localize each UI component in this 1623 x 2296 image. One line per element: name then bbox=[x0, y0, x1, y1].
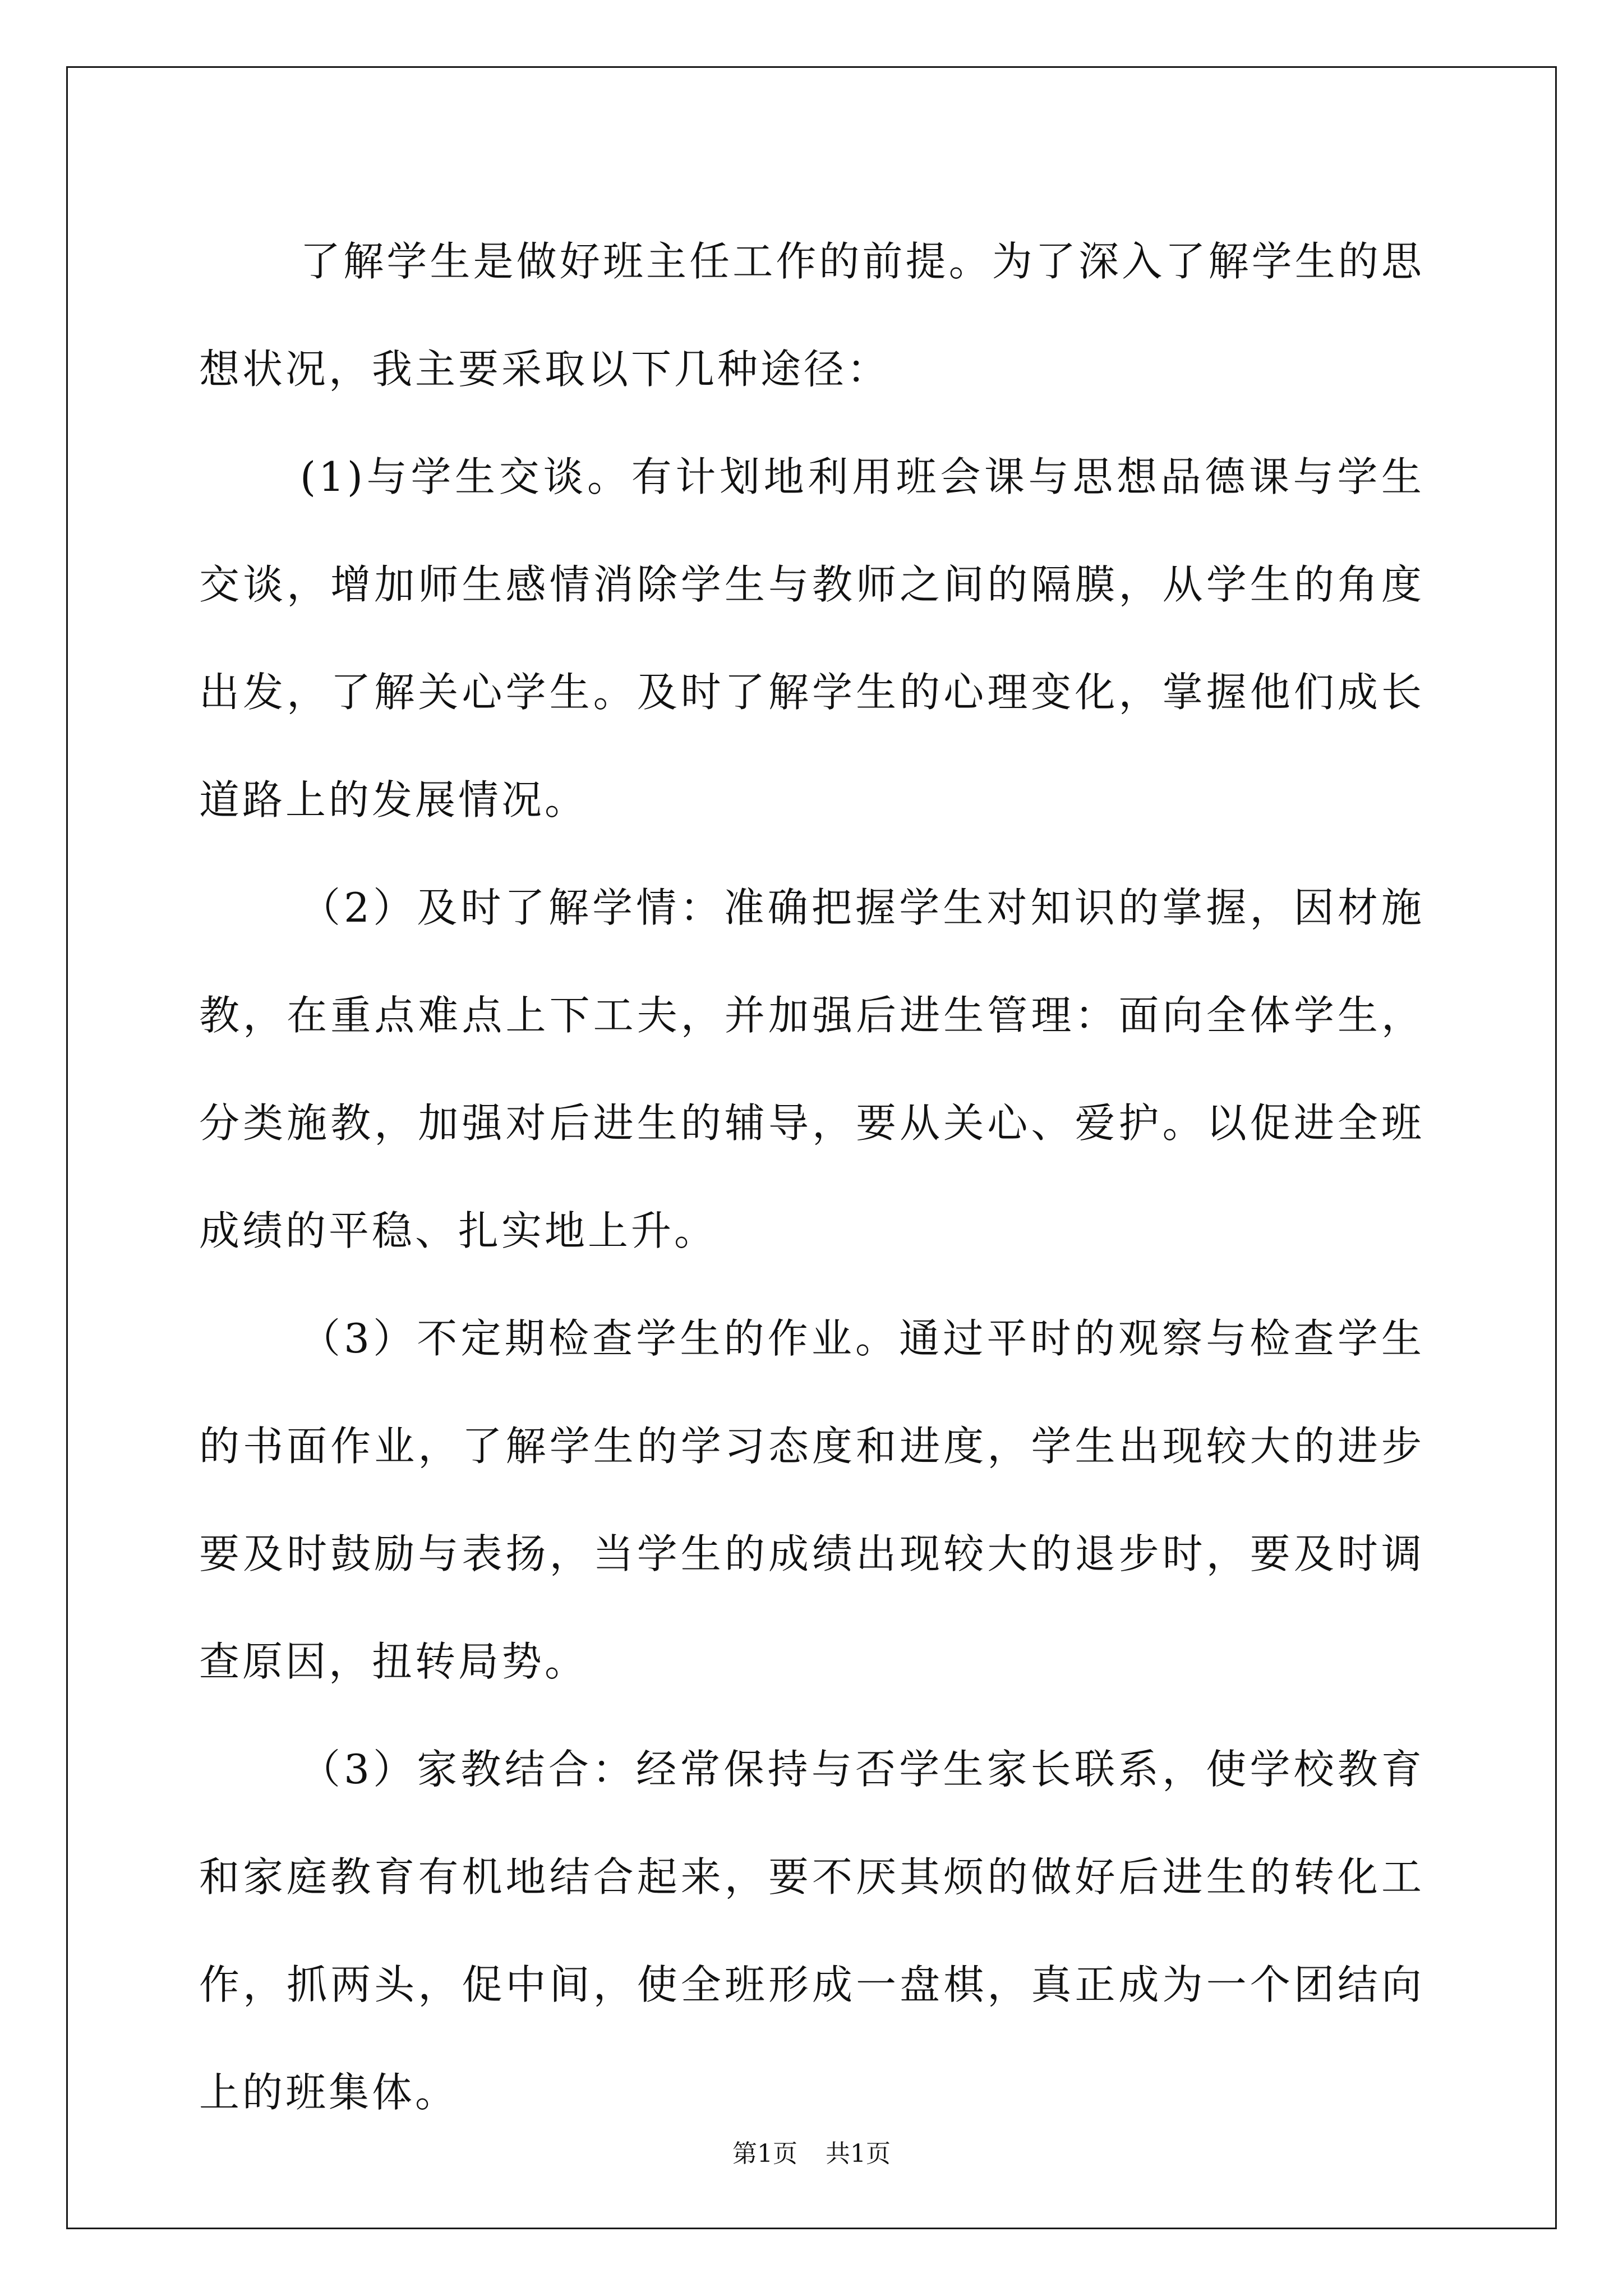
paragraph-item-4: （3）家教结合：经常保持与否学生家长联系，使学校教育和家庭教育有机地结合起来，要不厌其烦的做好后进生的转化工作，抓两头，促中间，使全班形成一盘棋，真正成为一个团结向上的班集体。 bbox=[199, 1746, 1424, 2116]
paragraph-item-3: （3）不定期检查学生的作业。通过平时的观察与检查学生的书面作业，了解学生的学习态度和进度，学生出现较大的进步要及时鼓励与表扬，当学生的成绩出现较大的退步时，要及时调查原因，扭转局势。 bbox=[199, 1315, 1424, 1685]
paragraph-item-1: (1)与学生交谈。有计划地利用班会课与思想品德课与学生交谈，增加师生感情消除学生与教师之间的隔膜，从学生的角度出发，了解关心学生。及时了解学生的心理变化，掌握他们成长道路上的发展情况。 bbox=[199, 453, 1424, 823]
document-body bbox=[199, 208, 1424, 2146]
page-total: 共1页 bbox=[826, 2139, 891, 2168]
paragraph-item-2: （2）及时了解学情：准确把握学生对知识的掌握，因材施教，在重点难点上下工夫，并加强后进生管理：面向全体学生，分类施教，加强对后进生的辅导，要从关心、爱护。以促进全班成绩的平稳、扎实地上升。 bbox=[199, 884, 1424, 1254]
page-footer bbox=[0, 2137, 1623, 2171]
page-number: 第1页 bbox=[732, 2139, 797, 2168]
paragraph-intro: 了解学生是做好班主任工作的前提。为了深入了解学生的思想状况，我主要采取以下几种途径： bbox=[199, 238, 1424, 393]
